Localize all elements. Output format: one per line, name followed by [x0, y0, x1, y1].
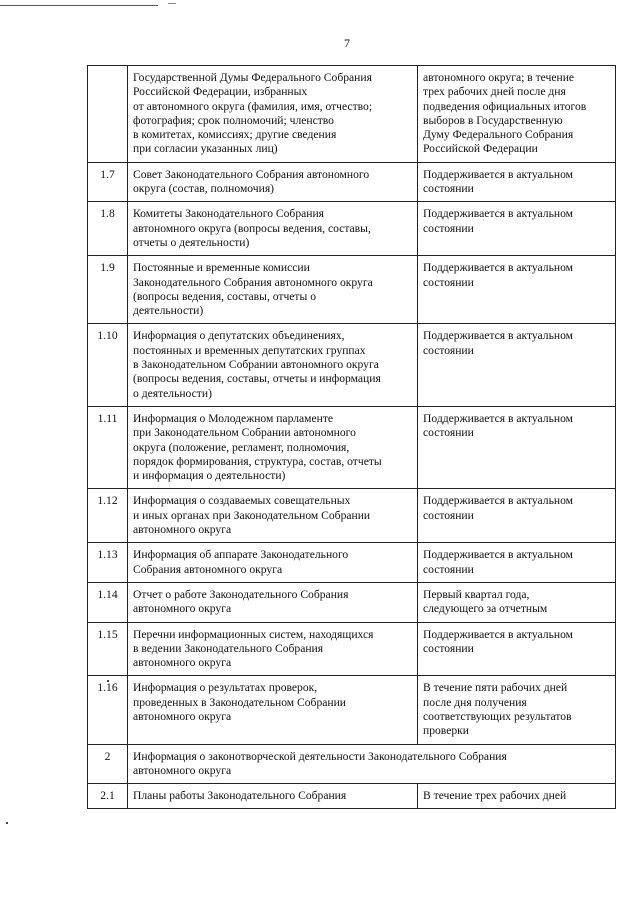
- row-description: Информация о Молодежном парламенте при Законодательном Собрании автономного округа (положение, регламент, полномочия, порядок формирования, структура, состав, отчеты и информация о деятельности): [128, 406, 418, 488]
- row-description: Информация о создаваемых совещательных и иных органах при Законодательном Собрании автономного округа: [128, 489, 418, 543]
- row-term: Первый квартал года, следующего за отчетным: [418, 582, 616, 622]
- row-description: Планы работы Законодательного Собрания: [128, 784, 418, 809]
- page-number: 7: [344, 36, 350, 50]
- info-table: [87, 65, 616, 809]
- row-number: 1.12: [88, 489, 128, 543]
- row-description: Совет Законодательного Собрания автономного округа (состав, полномочия): [128, 162, 418, 202]
- table-row: [88, 543, 616, 583]
- table-row: [88, 406, 616, 488]
- row-description: Отчет о работе Законодательного Собрания автономного округа: [128, 582, 418, 622]
- scan-speck: [6, 822, 8, 824]
- row-term: В течение трех рабочих дней: [418, 784, 616, 809]
- row-term: Поддерживается в актуальном состоянии: [418, 256, 616, 324]
- row-description: Государственной Думы Федерального Собрания Российской Федерации, избранных от автономного округа (фамилия, имя, отчество; фотография; срок полномочий; членство в комитетах, комиссиях; другие сведения при согласии указанных лиц): [128, 66, 418, 163]
- row-number: 1.14: [88, 582, 128, 622]
- table-row: [88, 66, 616, 163]
- row-term: Поддерживается в актуальном состоянии: [418, 489, 616, 543]
- row-description: Перечни информационных систем, находящихся в ведении Законодательного Собрания автономного округа: [128, 622, 418, 676]
- row-number: 1.9: [88, 256, 128, 324]
- table-row: [88, 324, 616, 406]
- scan-artifact-line: [0, 5, 158, 6]
- row-number: 1.10: [88, 324, 128, 406]
- table-row: [88, 622, 616, 676]
- row-number: 1.16: [88, 676, 128, 744]
- row-term: Поддерживается в актуальном состоянии: [418, 406, 616, 488]
- section-header-row: [88, 744, 616, 784]
- table-row: [88, 582, 616, 622]
- row-number: 1.7: [88, 162, 128, 202]
- section-title: Информация о законотворческой деятельности Законодательного Собрания автономного округа: [128, 744, 616, 784]
- row-number: 1.15: [88, 622, 128, 676]
- row-term: В течение пяти рабочих дней после дня получения соответствующих результатов проверки: [418, 676, 616, 744]
- row-number: 1.11: [88, 406, 128, 488]
- row-term: Поддерживается в актуальном состоянии: [418, 622, 616, 676]
- row-description: Информация о депутатских объединениях, постоянных и временных депутатских группах в Законодательном Собрании автономного округа (вопросы ведения, составы, отчеты и информация о деятельности): [128, 324, 418, 406]
- row-description: Информация о результатах проверок, проведенных в Законодательном Собрании автономного округа: [128, 676, 418, 744]
- section-number: 2: [88, 744, 128, 784]
- row-term: автономного округа; в течение трех рабочих дней после дня подведения официальных итогов выборов в Государственную Думу Федерального Собрания Российской Федерации: [418, 66, 616, 163]
- table-row: [88, 784, 616, 809]
- table-row: [88, 202, 616, 256]
- row-number: 1.13: [88, 543, 128, 583]
- table-row: [88, 256, 616, 324]
- row-term: Поддерживается в актуальном состоянии: [418, 543, 616, 583]
- row-description: Постоянные и временные комиссии Законодательного Собрания автономного округа (вопросы ведения, составы, отчеты о деятельности): [128, 256, 418, 324]
- table-row: [88, 676, 616, 744]
- row-term: Поддерживается в актуальном состоянии: [418, 202, 616, 256]
- row-number: 1.8: [88, 202, 128, 256]
- row-number: 2.1: [88, 784, 128, 809]
- table-row: [88, 489, 616, 543]
- scan-artifact-dash: [168, 3, 176, 4]
- row-number: [88, 66, 128, 163]
- table-row: [88, 162, 616, 202]
- row-term: Поддерживается в актуальном состоянии: [418, 162, 616, 202]
- row-description: Комитеты Законодательного Собрания автономного округа (вопросы ведения, составы, отчеты о деятельности): [128, 202, 418, 256]
- row-description: Информация об аппарате Законодательного Собрания автономного округа: [128, 543, 418, 583]
- row-term: Поддерживается в актуальном состоянии: [418, 324, 616, 406]
